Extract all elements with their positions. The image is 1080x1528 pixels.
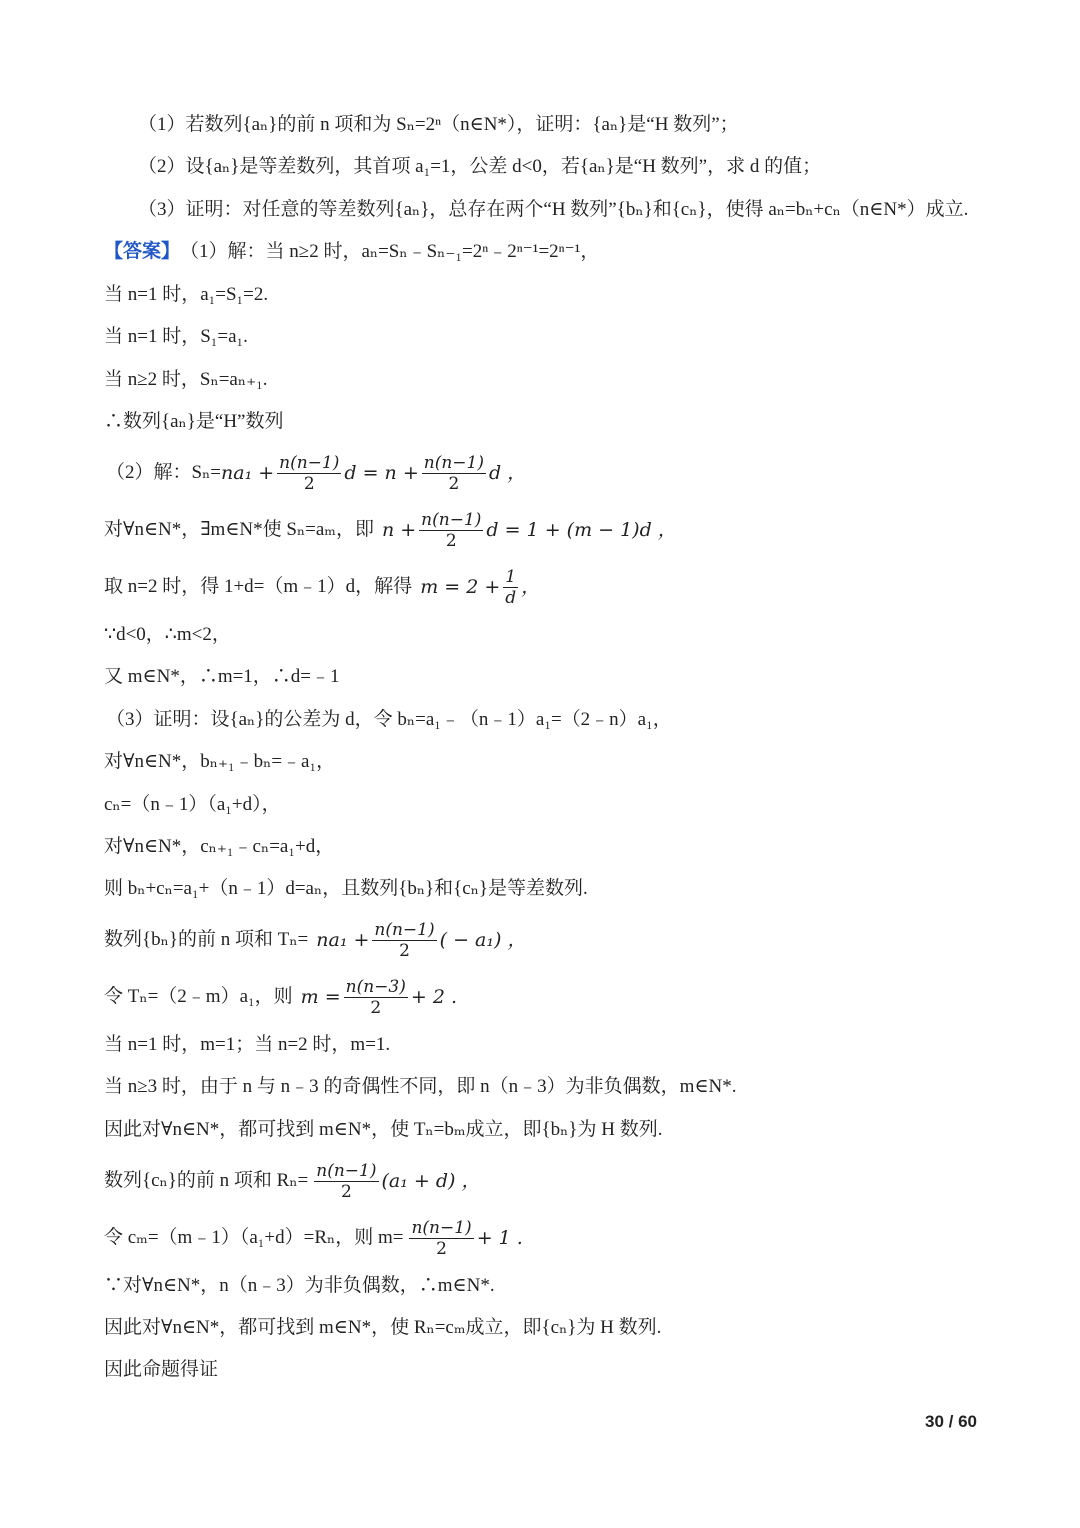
answer-line-16 — [104, 915, 526, 965]
answer-line-21 — [104, 1156, 480, 1206]
math-expr: ， — [521, 576, 541, 598]
page-number: 30 / 60 — [925, 1412, 977, 1431]
answer-text: （1）解：当 n≥2 时，aₙ=Sₙ﹣Sₙ₋₁=2ⁿ﹣2ⁿ⁻¹=2ⁿ⁻¹， — [180, 241, 600, 262]
math-expr: d = n + — [344, 462, 419, 484]
frac-numerator: n(n−1) — [411, 1217, 472, 1238]
answer-line-12: 对∀n∈N*，bₙ₊₁﹣bₙ=﹣a₁， — [104, 751, 336, 772]
fraction — [503, 567, 518, 608]
answer-line-13: cₙ=（n﹣1）（a₁+d）， — [104, 794, 281, 815]
math-expr: d = 1 + (m − 1)d ， — [486, 519, 677, 541]
math-expr: d ， — [488, 462, 527, 484]
answer-line-20: 因此对∀n∈N*，都可找到 m∈N*，使 Tₙ=bₘ成立，即{bₙ}为 H 数列. — [104, 1119, 663, 1140]
frac-denominator: 2 — [303, 473, 315, 494]
question-3: （3）证明：对任意的等差数列{aₙ}，总存在两个“H 数列”{bₙ}和{cₙ}，使得 aₙ=bₙ+cₙ（n∈N*）成立. — [138, 199, 969, 220]
answer-line-3: 当 n=1 时，S₁=a₁. — [104, 326, 248, 347]
answer-line-22 — [104, 1213, 523, 1263]
answer-line-9: ∵d<0，∴m<2， — [104, 624, 231, 645]
math-expr: n + — [381, 519, 417, 541]
math-expr: ( − a₁) ， — [439, 929, 527, 951]
answer-line-11: （3）证明：设{aₙ}的公差为 d，令 bₙ=a₁﹣（n﹣1）a₁=（2﹣n）a₁， — [106, 709, 672, 730]
answer-line-7 — [104, 505, 677, 555]
answer-line-14: 对∀n∈N*，cₙ₊₁﹣cₙ=a₁+d， — [104, 836, 335, 857]
line-text: 数列{cₙ}的前 n 项和 Rₙ= — [104, 1170, 309, 1191]
answer-line-24: 因此对∀n∈N*，都可找到 m∈N*，使 Rₙ=cₘ成立，即{cₙ}为 H 数列. — [104, 1317, 662, 1338]
answer-line-5: ∴数列{aₙ}是“H”数列 — [104, 411, 284, 432]
frac-denominator: 2 — [370, 997, 382, 1018]
answer-line-18: 当 n=1 时，m=1；当 n=2 时，m=1. — [104, 1034, 391, 1055]
answer-line-8 — [104, 562, 540, 612]
math-expr: na₁ + — [221, 462, 275, 484]
answer-line-17 — [104, 972, 457, 1022]
frac-numerator: n(n−1) — [316, 1160, 377, 1181]
fraction — [372, 920, 436, 961]
math-expr: m = — [300, 986, 341, 1008]
question-1: （1）若数列{aₙ}的前 n 项和为 Sₙ=2ⁿ（n∈N*），证明：{aₙ}是“H 数列”； — [138, 114, 739, 135]
question-2: （2）设{aₙ}是等差数列，其首项 a₁=1，公差 d<0，若{aₙ}是“H 数列”，求 d 的值； — [138, 156, 822, 177]
answer-line-4: 当 n≥2 时，Sₙ=aₙ₊₁. — [104, 369, 268, 390]
math-expr: (a₁ + d) ， — [381, 1170, 481, 1192]
frac-numerator: n(n−3) — [345, 976, 406, 997]
frac-denominator: 2 — [445, 530, 457, 551]
frac-numerator: 1 — [505, 566, 517, 587]
fraction — [409, 1218, 473, 1259]
fraction — [344, 977, 408, 1018]
answer-line-25: 因此命题得证 — [104, 1359, 219, 1380]
line-text: 令 cₘ=（m﹣1）（a₁+d）=Rₙ，则 m= — [104, 1227, 404, 1248]
answer-tag: 【答案】 — [104, 241, 181, 262]
frac-numerator: n(n−1) — [423, 452, 484, 473]
frac-denominator: 2 — [436, 1238, 447, 1259]
math-expr: na₁ + — [316, 929, 370, 951]
line-text: 令 Tₙ=（2﹣m）a₁，则 — [104, 986, 293, 1007]
answer-line-6 — [106, 448, 526, 498]
math-expr: m = 2 + — [420, 576, 501, 598]
answer-line-23: ∵对∀n∈N*，n（n﹣3）为非负偶数，∴m∈N*. — [104, 1275, 495, 1296]
frac-numerator: n(n−1) — [279, 452, 340, 473]
math-expr: + 1 . — [476, 1227, 523, 1249]
answer-line-2: 当 n=1 时，a₁=S₁=2. — [104, 284, 269, 305]
frac-numerator: n(n−1) — [374, 919, 435, 940]
fraction — [314, 1161, 378, 1202]
frac-numerator: n(n−1) — [421, 509, 482, 530]
answer-line-19: 当 n≥3 时，由于 n 与 n﹣3 的奇偶性不同，即 n（n﹣3）为非负偶数，m∈N*. — [104, 1076, 737, 1097]
frac-denominator: 2 — [448, 473, 460, 494]
answer-line-1 — [104, 239, 599, 265]
line-text: 对∀n∈N*，∃m∈N*使 Sₙ=aₘ，即 — [104, 519, 374, 540]
frac-denominator: 2 — [340, 1181, 352, 1202]
frac-denominator: d — [505, 587, 517, 608]
answer-line-10: 又 m∈N*，∴m=1，∴d=﹣1 — [104, 666, 340, 687]
math-expr: + 2 . — [410, 986, 457, 1008]
fraction — [419, 510, 483, 551]
fraction — [277, 453, 341, 494]
frac-denominator: 2 — [399, 940, 410, 961]
line-text: （2）解：Sₙ= — [106, 462, 222, 483]
fraction — [422, 453, 486, 494]
line-text: 数列{bₙ}的前 n 项和 Tₙ= — [104, 929, 309, 950]
answer-line-15: 则 bₙ+cₙ=a₁+（n﹣1）d=aₙ，且数列{bₙ}和{cₙ}是等差数列. — [104, 878, 588, 899]
line-text: 取 n=2 时，得 1+d=（m﹣1）d，解得 — [104, 576, 413, 597]
